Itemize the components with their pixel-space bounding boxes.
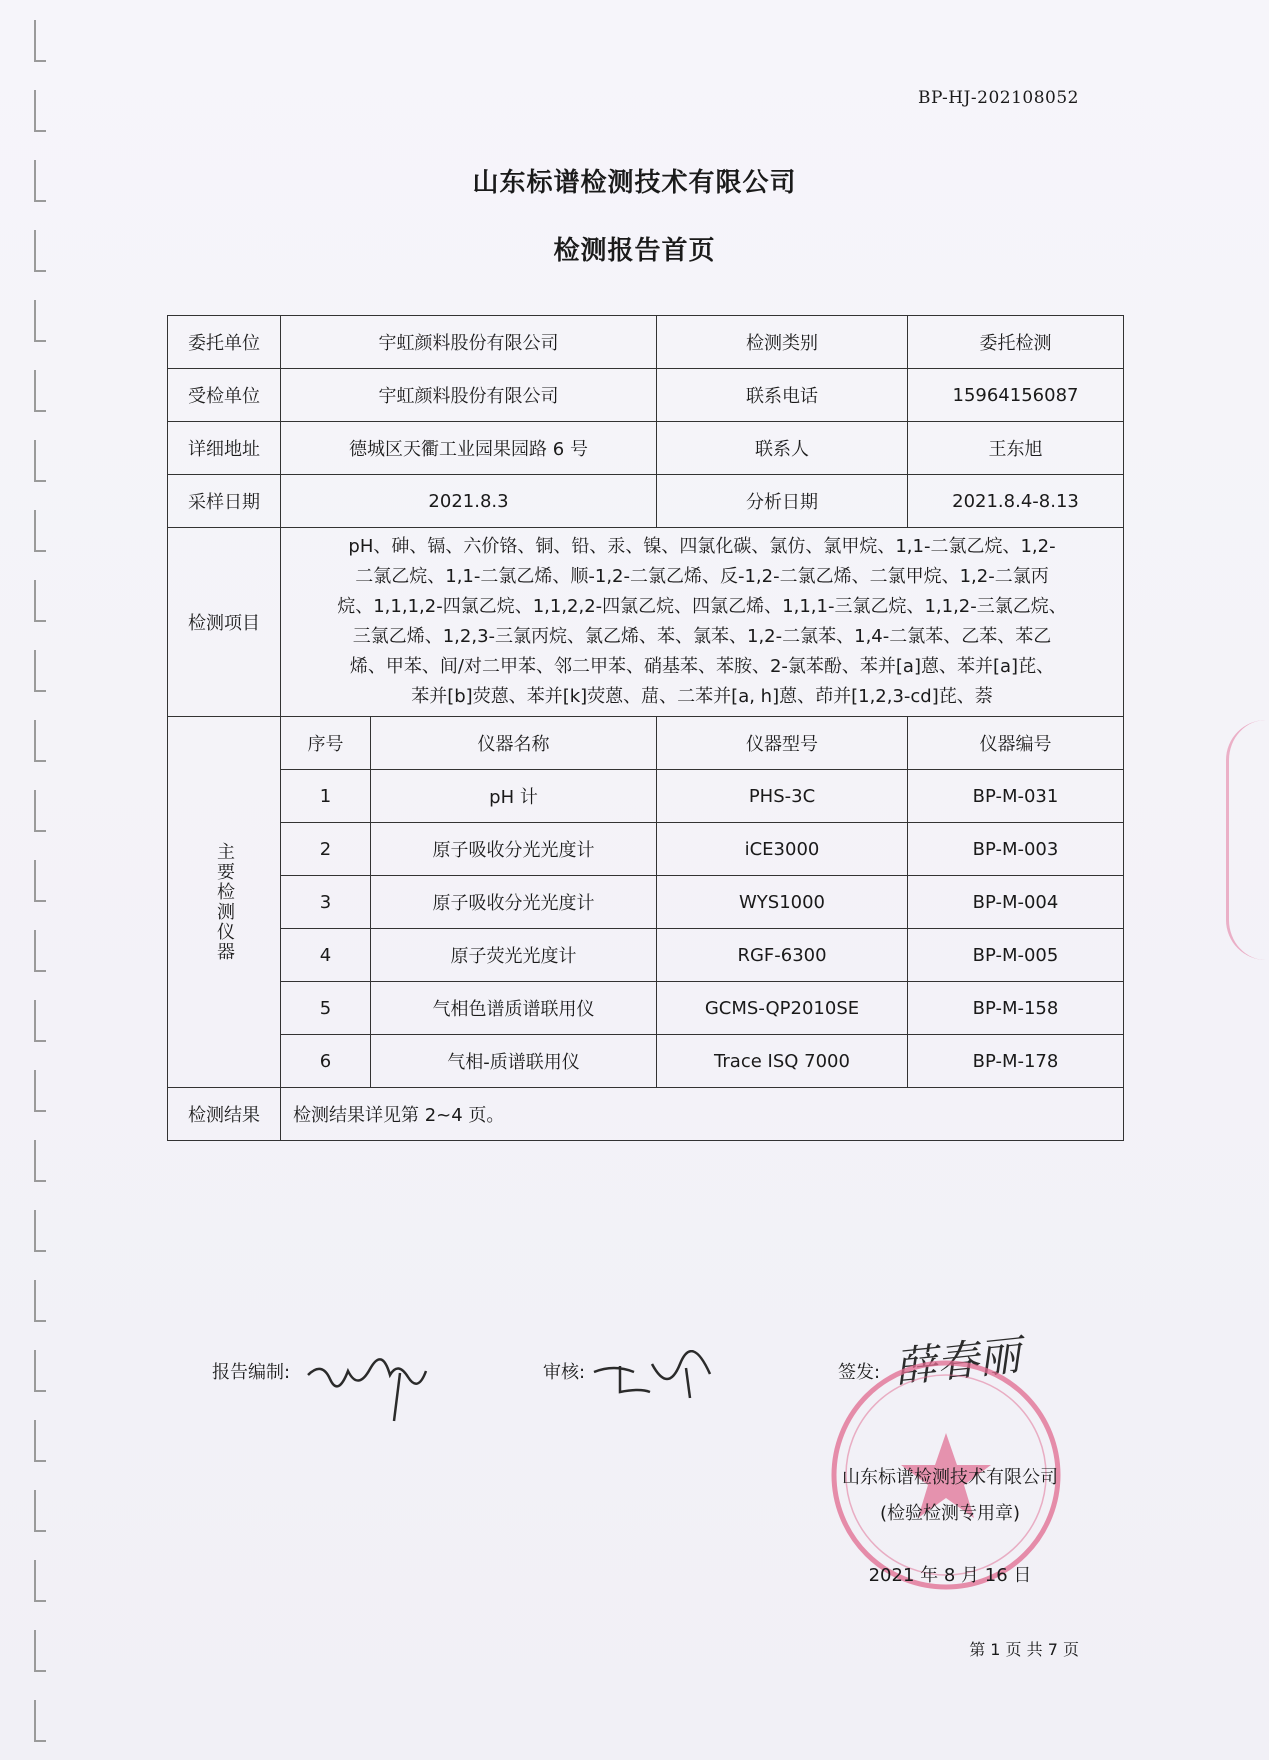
test-items-list bbox=[281, 528, 1124, 717]
page-number: 第 1 页 共 7 页 bbox=[969, 1640, 1079, 1659]
column-header-id: 仪器编号 bbox=[908, 717, 1124, 770]
instrument-id: BP-M-005 bbox=[908, 929, 1124, 982]
test-items-label: 检测项目 bbox=[168, 528, 281, 717]
instrument-model: Trace ISQ 7000 bbox=[657, 1035, 908, 1088]
instruments-label: 主要检测仪器 bbox=[168, 717, 281, 1088]
table-row bbox=[168, 316, 1124, 369]
issued-by-name: 薛春丽 bbox=[892, 1330, 1023, 1393]
address-value: 德城区天衢工业园果园路 6 号 bbox=[281, 422, 657, 475]
instrument-row bbox=[168, 876, 1124, 929]
instrument-model: PHS-3C bbox=[657, 770, 908, 823]
instrument-seq: 2 bbox=[281, 823, 371, 876]
instrument-name: 原子荧光光度计 bbox=[371, 929, 657, 982]
instrument-name: 原子吸收分光光度计 bbox=[371, 876, 657, 929]
edge-stamp-fragment bbox=[1226, 720, 1269, 960]
instrument-name: 原子吸收分光光度计 bbox=[371, 823, 657, 876]
issued-by-label: 签发: bbox=[838, 1362, 881, 1383]
reviewed-by-label: 审核: bbox=[543, 1362, 586, 1383]
instrument-model: WYS1000 bbox=[657, 876, 908, 929]
instrument-id: BP-M-031 bbox=[908, 770, 1124, 823]
test-items-line: 苯并[b]荧蒽、苯并[k]荧蒽、䓛、二苯并[a, h]蒽、茚并[1,2,3-cd]芘、萘 bbox=[411, 686, 993, 707]
instrument-model: RGF-6300 bbox=[657, 929, 908, 982]
contact-value: 王东旭 bbox=[908, 422, 1124, 475]
instrument-seq: 3 bbox=[281, 876, 371, 929]
sampling-date-value: 2021.8.3 bbox=[281, 475, 657, 528]
instrument-model: iCE3000 bbox=[657, 823, 908, 876]
inspected-label: 受检单位 bbox=[168, 369, 281, 422]
table-row bbox=[168, 528, 1124, 717]
instrument-id: BP-M-003 bbox=[908, 823, 1124, 876]
instrument-id: BP-M-158 bbox=[908, 982, 1124, 1035]
prepared-by-signature bbox=[300, 1345, 440, 1425]
seal-purpose: (检验检测专用章) bbox=[879, 1503, 1021, 1524]
instrument-header-row bbox=[168, 717, 1124, 770]
analysis-date-label: 分析日期 bbox=[657, 475, 908, 528]
phone-label: 联系电话 bbox=[657, 369, 908, 422]
instrument-name: pH 计 bbox=[371, 770, 657, 823]
table-row bbox=[168, 475, 1124, 528]
report-title: 检测报告首页 bbox=[553, 236, 716, 266]
table-row bbox=[168, 369, 1124, 422]
table-row bbox=[168, 1088, 1124, 1141]
instrument-row bbox=[168, 929, 1124, 982]
result-value: 检测结果详见第 2~4 页。 bbox=[281, 1088, 1124, 1141]
document-number: BP-HJ-202108052 bbox=[918, 88, 1079, 108]
reviewed-by-signature bbox=[590, 1350, 720, 1410]
company-title: 山东标谱检测技术有限公司 bbox=[472, 168, 797, 198]
instrument-row bbox=[168, 982, 1124, 1035]
test-items-line: 烯、甲苯、间/对二甲苯、邻二甲苯、硝基苯、苯胺、2-氯苯酚、苯并[a]蒽、苯并[a]芘、 bbox=[349, 656, 1055, 677]
test-items-line: 三氯乙烯、1,2,3-三氯丙烷、氯乙烯、苯、氯苯、1,2-二氯苯、1,4-二氯苯、乙苯、苯乙 bbox=[352, 626, 1052, 647]
instrument-seq: 5 bbox=[281, 982, 371, 1035]
phone-value: 15964156087 bbox=[908, 369, 1124, 422]
column-header-model: 仪器型号 bbox=[657, 717, 908, 770]
test-items-line: pH、砷、镉、六价铬、铜、铅、汞、镍、四氯化碳、氯仿、氯甲烷、1,1-二氯乙烷、1,2- bbox=[348, 536, 1056, 557]
client-value: 宇虹颜料股份有限公司 bbox=[281, 316, 657, 369]
address-label: 详细地址 bbox=[168, 422, 281, 475]
contact-label: 联系人 bbox=[657, 422, 908, 475]
analysis-date-value: 2021.8.4-8.13 bbox=[908, 475, 1124, 528]
issue-date: 2021 年 8 月 16 日 bbox=[868, 1565, 1032, 1586]
report-table bbox=[167, 315, 1124, 1141]
test-type-value: 委托检测 bbox=[908, 316, 1124, 369]
instrument-name: 气相色谱质谱联用仪 bbox=[371, 982, 657, 1035]
sampling-date-label: 采样日期 bbox=[168, 475, 281, 528]
test-items-line: 烷、1,1,1,2-四氯乙烷、1,1,2,2-四氯乙烷、四氯乙烯、1,1,1-三氯乙烷、1,1,2-三氯乙烷、 bbox=[337, 596, 1067, 617]
instrument-model: GCMS-QP2010SE bbox=[657, 982, 908, 1035]
test-type-label: 检测类别 bbox=[657, 316, 908, 369]
inspected-value: 宇虹颜料股份有限公司 bbox=[281, 369, 657, 422]
instrument-seq: 4 bbox=[281, 929, 371, 982]
result-label: 检测结果 bbox=[168, 1088, 281, 1141]
seal-company-name: 山东标谱检测技术有限公司 bbox=[842, 1467, 1058, 1488]
instrument-row bbox=[168, 770, 1124, 823]
column-header-name: 仪器名称 bbox=[371, 717, 657, 770]
instrument-id: BP-M-178 bbox=[908, 1035, 1124, 1088]
instrument-seq: 1 bbox=[281, 770, 371, 823]
prepared-by-label: 报告编制: bbox=[212, 1362, 291, 1383]
table-row bbox=[168, 422, 1124, 475]
test-items-line: 二氯乙烷、1,1-二氯乙烯、顺-1,2-二氯乙烯、反-1,2-二氯乙烯、二氯甲烷、1,2-二氯丙 bbox=[355, 566, 1049, 587]
instrument-id: BP-M-004 bbox=[908, 876, 1124, 929]
instrument-seq: 6 bbox=[281, 1035, 371, 1088]
client-label: 委托单位 bbox=[168, 316, 281, 369]
instrument-row bbox=[168, 823, 1124, 876]
column-header-seq: 序号 bbox=[281, 717, 371, 770]
instrument-name: 气相-质谱联用仪 bbox=[371, 1035, 657, 1088]
instrument-row bbox=[168, 1035, 1124, 1088]
